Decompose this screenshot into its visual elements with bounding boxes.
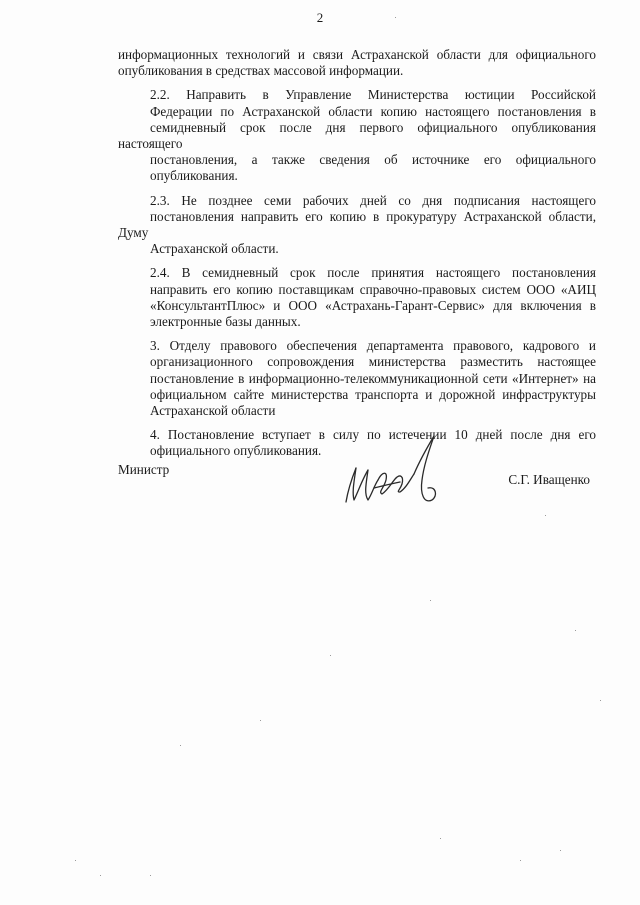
scan-speck bbox=[260, 720, 261, 721]
text-line: опубликования в средствах массовой информации. bbox=[118, 63, 404, 79]
text-line: электронные базы данных. bbox=[150, 314, 301, 330]
scan-speck bbox=[180, 745, 181, 746]
paragraph-2-2 bbox=[118, 87, 596, 184]
text-line: Федерации по Астраханской области копию настоящего постановления в bbox=[150, 103, 596, 119]
scan-speck bbox=[395, 17, 396, 18]
page-number: 2 bbox=[316, 10, 324, 25]
text-line: 3. Отделу правового обеспечения департамента правового, кадрового и bbox=[150, 338, 596, 354]
document-body bbox=[118, 47, 596, 468]
scan-speck bbox=[150, 875, 151, 876]
text-line: опубликования. bbox=[150, 168, 238, 184]
signer-name: С.Г. Иващенко bbox=[508, 472, 590, 487]
signature-block bbox=[118, 462, 596, 532]
paragraph-2-3 bbox=[118, 193, 596, 258]
text-line: направить его копию поставщикам справочно-правовых систем ООО «АИЦ bbox=[150, 281, 596, 297]
text-line: Астраханской области bbox=[150, 403, 276, 419]
text-line: официального опубликования. bbox=[150, 443, 322, 459]
text-line: 2.2. Направить в Управление Министерства юстиции Российской bbox=[150, 87, 596, 103]
text-line: семидневный срок после дня первого официального опубликования настоящего bbox=[118, 119, 596, 152]
scan-speck bbox=[100, 875, 101, 876]
text-line: 2.3. Не позднее семи рабочих дней со дня подписания настоящего bbox=[150, 192, 596, 208]
text-line: информационных технологий и связи Астраханской области для официального bbox=[118, 47, 596, 62]
scan-speck bbox=[440, 838, 441, 839]
text-line: 2.4. В семидневный срок после принятия настоящего постановления bbox=[150, 265, 596, 281]
scan-speck bbox=[575, 630, 576, 631]
scan-speck bbox=[330, 655, 331, 656]
scan-speck bbox=[560, 850, 561, 851]
text-line: официальном сайте министерства транспорта и дорожной инфраструктуры bbox=[150, 386, 596, 402]
handwritten-signature bbox=[338, 430, 448, 520]
text-line: 4. Постановление вступает в силу по истечении 10 дней после дня его bbox=[150, 427, 596, 443]
paragraph-3 bbox=[118, 338, 596, 419]
text-line: «КонсультантПлюс» и ООО «Астрахань-Гарант-Сервис» для включения в bbox=[150, 297, 596, 313]
signer-position: Министр bbox=[118, 462, 170, 477]
paragraph-2-4 bbox=[118, 265, 596, 330]
scan-speck bbox=[75, 860, 76, 861]
text-line: Астраханской области. bbox=[150, 241, 279, 257]
scan-speck bbox=[430, 600, 431, 601]
text-line: постановление в информационно-телекоммуникационной сети «Интернет» на bbox=[150, 370, 596, 386]
text-line: постановления, а также сведения об источнике его официального bbox=[150, 152, 596, 168]
scan-speck bbox=[600, 700, 601, 701]
text-line: постановления направить его копию в прокуратуру Астраханской области, Думу bbox=[118, 208, 596, 241]
text-line: организационного сопровождения министерства разместить настоящее bbox=[150, 354, 596, 370]
paragraph-continuation bbox=[118, 47, 596, 79]
scan-speck bbox=[545, 515, 546, 516]
scan-speck bbox=[520, 860, 521, 861]
